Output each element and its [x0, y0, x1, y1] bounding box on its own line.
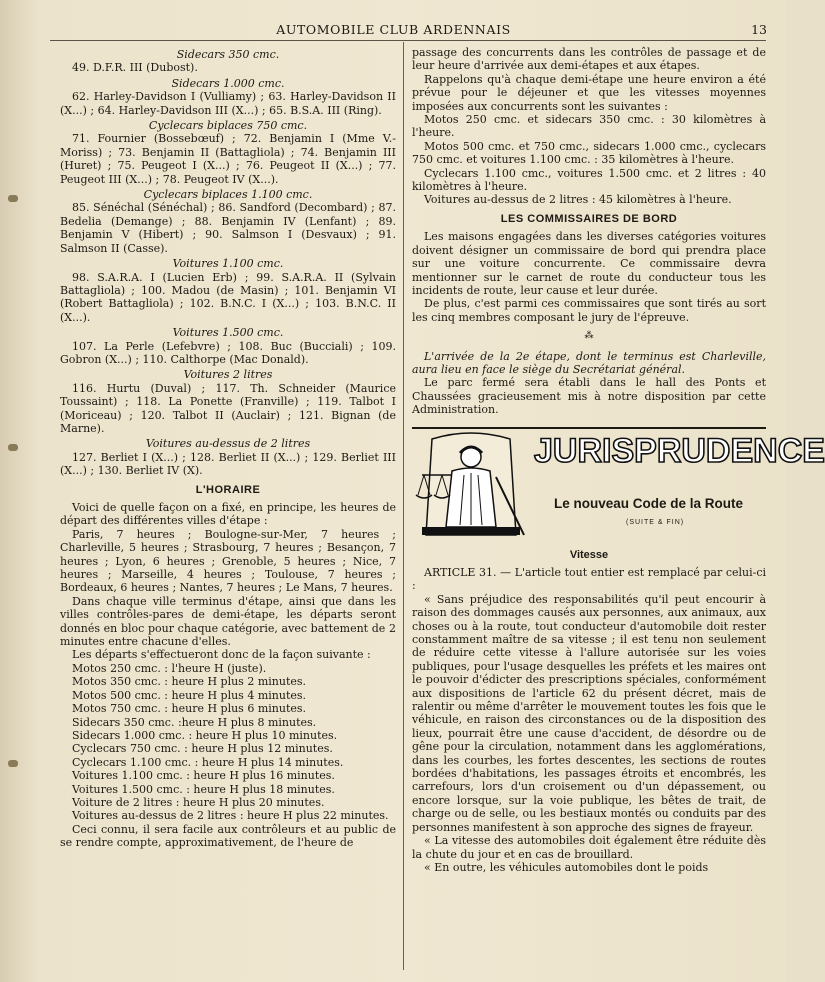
banner-title: JURISPRUDENCE — [534, 431, 825, 470]
justice-figure-illustration — [412, 431, 530, 541]
banner-note: (SUITE & FIN) — [626, 518, 685, 526]
article-heading: LES COMMISSAIRES DE BORD — [500, 212, 678, 225]
entry-list: 62. Harley-Davidson I (Vulliamy) ; 63. Harley-Davidson II (X...) ; 64. Harley-Davidson III (X...) ; 65. B.S.A. III (Ring). — [60, 90, 396, 117]
notice: L'arrivée de la 2e étape, dont le terminus est Charleville, aura lieu en face le siège du Secrétariat général. — [412, 349, 766, 376]
paragraph: Cyclecars 1.100 cmc., voitures 1.500 cmc. et 2 litres : 40 kilomètres à l'heure. — [412, 166, 766, 194]
header-title: AUTOMOBILE CLUB ARDENNAIS — [276, 22, 511, 37]
departure-item: Motos 350 cmc. : heure H plus 2 minutes. — [72, 675, 307, 689]
paragraph: Motos 250 cmc. et sidecars 350 cmc. : 30 kilomètres à l'heure. — [412, 113, 766, 140]
paragraph: Ceci connu, il sera facile aux contrôleurs et au public de se rendre compte, approximativement, de l'heure de — [60, 822, 396, 850]
section-heading: Voitures au-dessus de 2 litres — [145, 437, 311, 451]
binding-hole — [8, 760, 18, 767]
entry-list: 98. S.A.R.A. I (Lucien Erb) ; 99. S.A.R.A. II (Sylvain Battagliola) ; 100. Madou (de Masin) ; 101. Benjamin VI (Robert Battagliola) ; 102. B.N.C. I (X...) ; 103. B.N.C. II (X...). — [60, 270, 396, 324]
departure-item: Cyclecars 750 cmc. : heure H plus 12 minutes. — [72, 742, 333, 756]
paragraph: « Sans préjudice des responsabilités qu'il peut encourir à raison des dommages causés aux personnes, aux animaux, aux choses ou à la route, tout conducteur d'automobile doit rester constamment maître de sa vitesse ; il est tenu non seulement de réduire cette vitesse à l'allure autorisée sur les voies publiques, pour l'usage desquelles les préfets et les maires ont le pouvoir d'édicter des prescriptions spéciales, conformément aux dispositions de l'article 62 du présent décret, mais de ralentir ou même d'arrêter le mouvement toutes les fois que le véhicule, en raison des circonstances ou de la disposition des lieux, pourrait être une cause d'accident, de désordre ou de gêne pour la circulation, notamment dans les agglomérations, dans les courbes, les fortes descentes, les sections de routes bordées d'habitations, les passages étroits et encombrés, les carrefours, lors d'un croisement ou d'un dépassement, ou encore lorsque, sur la voie publique, les bêtes de trait, de charge ou de selle, ou les bestiaux montés ou conduits par des personnes manifestent à son approche des signes de frayeur. — [412, 592, 766, 834]
right-column — [412, 46, 825, 874]
departure-item: Motos 250 cmc. : l'heure H (juste). — [72, 661, 267, 675]
entry-list: 71. Fournier (Bossebœuf) ; 72. Benjamin I (Mme V.-Moriss) ; 73. Benjamin II (Battagliola) ; 74. Benjamin III (Huret) ; 75. Peugeot I (X...) ; 76. Peugeot II (X...) ; 77. Peugeot III (X...) ; 78. Peugeot IV (X...). — [60, 132, 396, 186]
paragraph: Rappelons qu'à chaque demi-étape une heure environ a été prévue pour le déjeuner et que les vitesses moyennes imposées aux concurrents sont les suivantes : — [412, 72, 766, 113]
section-heading: Cyclecars biplaces 750 cmc. — [148, 119, 308, 133]
paragraph: Le parc fermé sera établi dans le hall des Ponts et Chaussées gracieusement mis à notre disposition par cette Administration. — [412, 376, 766, 417]
binding-hole — [8, 444, 18, 451]
departure-item: Sidecars 1.000 cmc. : heure H plus 10 minutes. — [72, 728, 338, 742]
left-column — [60, 46, 396, 850]
departure-list — [60, 662, 396, 823]
paragraph: passage des concurrents dans les contrôles de passage et de leur heure d'arrivée aux demi-étapes et aux étapes. — [412, 46, 766, 73]
paragraph: Voitures au-dessus de 2 litres : 45 kilomètres à l'heure. — [424, 193, 732, 207]
entry-list: 85. Sénéchal (Sénéchal) ; 86. Sandford (Decombard) ; 87. Bedelia (Demange) ; 88. Benjamin IV (Lenfant) ; 89. Benjamin V (Hibert) ; 90. Salmson I (Desvaux) ; 91. Salmson II (Casse). — [60, 201, 396, 255]
departure-item: Cyclecars 1.100 cmc. : heure H plus 14 minutes. — [72, 755, 344, 769]
section-heading: Voitures 1.100 cmc. — [172, 257, 284, 271]
section-heading: Cyclecars biplaces 1.100 cmc. — [143, 188, 313, 202]
header-rule — [50, 40, 766, 41]
departure-item: Voiture de 2 litres : heure H plus 20 minutes. — [72, 795, 325, 809]
paragraph: « En outre, les véhicules automobiles dont le poids — [424, 860, 709, 874]
paragraph: De plus, c'est parmi ces commissaires que sont tirés au sort les cinq membres composant le jury de l'épreuve. — [412, 297, 766, 324]
paragraph: Motos 500 cmc. et 750 cmc., sidecars 1.000 cmc., cyclecars 750 cmc. et voitures 1.100 cmc. : 35 kilomètres à l'heure. — [412, 139, 766, 167]
departure-item: Motos 500 cmc. : heure H plus 4 minutes. — [72, 688, 307, 702]
paragraph: Dans chaque ville terminus d'étape, ainsi que dans les villes contrôles-pares de demi-étape, les départs seront donnés en bloc pour chaque catégorie, avec battement de 2 minutes entre chacune d'elles. — [60, 594, 396, 649]
entry-list: 107. La Perle (Lefebvre) ; 108. Buc (Bucciali) ; 109. Gobron (X...) ; 110. Calthorpe (Mac Donald). — [60, 339, 396, 366]
departure-item: Voitures 1.100 cmc. : heure H plus 16 minutes. — [72, 769, 335, 783]
subsection-heading: Vitesse — [569, 548, 609, 561]
paragraph: ARTICLE 31. — L'article tout entier est remplacé par celui-ci : — [412, 565, 766, 593]
banner-subtitle: Le nouveau Code de la Route — [554, 495, 744, 511]
departure-item: Motos 750 cmc. : heure H plus 6 minutes. — [72, 702, 307, 716]
jurisprudence-banner — [412, 427, 825, 547]
section-heading: Voitures 1.500 cmc. — [172, 326, 284, 340]
paragraph: Les maisons engagées dans les diverses catégories voitures doivent désigner un commissaire de bord qui prendra place sur une voiture concurrente. Ce commissaire devra mentionner sur le carnet de route du conducteur tous les incidents de route, leur cause et leur durée. — [412, 230, 766, 297]
article-heading: L'HORAIRE — [195, 483, 261, 496]
departure-item: Voitures au-dessus de 2 litres : heure H plus 22 minutes. — [72, 809, 389, 823]
running-header — [0, 22, 787, 40]
asterism: ⁂ — [584, 331, 594, 342]
column-divider — [403, 42, 404, 970]
paragraph: Les départs s'effectueront donc de la façon suivante : — [72, 648, 371, 662]
entry-list: 49. D.F.R. III (Dubost). — [72, 61, 198, 75]
paragraph: Paris, 7 heures ; Boulogne-sur-Mer, 7 heures ; Charleville, 5 heures ; Strasbourg, 7 heures ; Besançon, 7 heures ; Lyon, 6 heures ; Grenoble, 5 heures ; Nice, 7 heures ; Marseille, 4 heures ; Toulouse, 7 heures ; Bordeaux, 6 heures ; Nantes, 7 heures ; Le Mans, 7 heures. — [60, 527, 396, 595]
paragraph: Voici de quelle façon on a fixé, en principe, les heures de départ des différentes villes d'étape : — [60, 501, 396, 528]
entry-list: 116. Hurtu (Duval) ; 117. Th. Schneider (Maurice Toussaint) ; 118. La Ponette (Franville) ; 119. Talbot I (Moriceau) ; 120. Talbot II (Auclair) ; 121. Bignan (de Marne). — [60, 381, 396, 435]
binding-hole — [8, 195, 18, 202]
paragraph: « La vitesse des automobiles doit également être réduite dès la chute du jour et en cas de brouillard. — [412, 834, 766, 861]
section-heading: Sidecars 1.000 cmc. — [171, 76, 285, 90]
departure-item: Voitures 1.500 cmc. : heure H plus 18 minutes. — [72, 782, 335, 796]
page-number: 13 — [751, 22, 767, 37]
entry-list: 127. Berliet I (X...) ; 128. Berliet II (X...) ; 129. Berliet III (X...) ; 130. Berliet IV (X). — [60, 450, 396, 478]
departure-item: Sidecars 350 cmc. :heure H plus 8 minutes. — [72, 715, 317, 729]
section-heading: Voitures 2 litres — [183, 368, 273, 382]
section-heading: Sidecars 350 cmc. — [176, 48, 280, 61]
